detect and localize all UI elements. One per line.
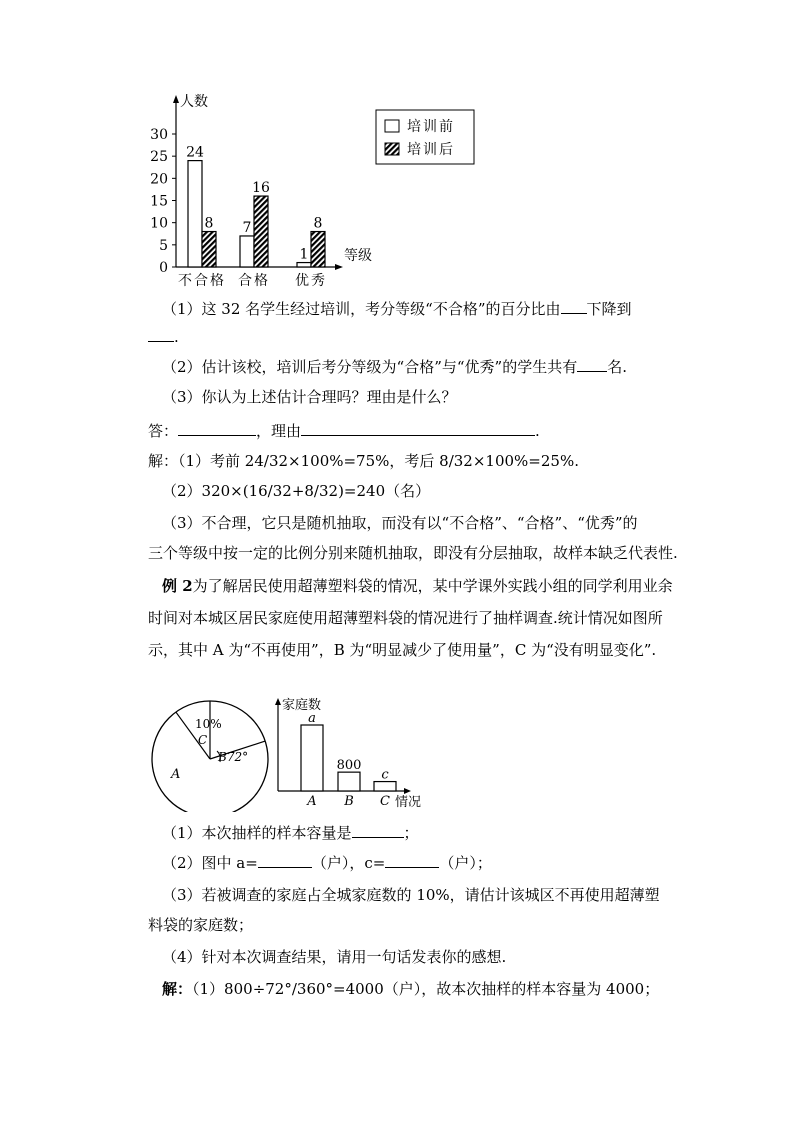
question-1-blank: . <box>148 326 179 348</box>
legend-swatch-before <box>385 120 399 132</box>
x-tick-label: C <box>380 794 390 809</box>
bar-value-label: 8 <box>313 215 323 232</box>
x-tick-label: B <box>344 794 354 809</box>
bar-value-label: 16 <box>252 180 270 197</box>
x-axis-arrow <box>335 264 343 270</box>
pie-c-percent: 10% <box>195 717 222 731</box>
y-tick-label: 5 <box>159 237 168 254</box>
household-bar-chart <box>275 697 421 810</box>
bar-value-label: 1 <box>299 246 309 263</box>
bar-value-label: 24 <box>186 144 204 161</box>
q2-question-4: （4）针对本次调查结果，请用一句话发表你的感想. <box>162 948 507 966</box>
legend-label-after: 培训后 <box>407 142 455 158</box>
pie-label-b: B72° <box>218 750 249 764</box>
bar <box>301 725 323 791</box>
bar-value-label: a <box>308 711 316 726</box>
q2-solution-1: 解：（1）800÷72°/360°=4000（户），故本次抽样的样本容量为 4000； <box>162 980 660 998</box>
q2-question-1: （1）本次抽样的样本容量是 ； <box>162 824 419 842</box>
example-2-text: 为了解居民使用超薄塑料袋的情况，某中学课外实践小组的同学利用业余时间对本城区居民家庭使用超薄塑料袋的情况进行了抽样调查.统计情况如图所示，其中 A 为“不再使用”，B 为“明显减少了使用量”，C 为“没有明显变化”. <box>148 577 673 659</box>
legend-label-before: 培训前 <box>407 119 455 135</box>
y-axis-arrow <box>275 698 281 705</box>
q2-question-3b: 料袋的家庭数； <box>148 916 254 934</box>
q2-question-3a: （3）若被调查的家庭占全城家庭数的 10%，请估计该城区不再使用超薄塑 <box>162 886 660 904</box>
y-tick-label: 0 <box>159 260 168 276</box>
x-axis-label: 情况 <box>395 795 422 810</box>
solution-2: （2）320×(16/32+8/32)=240（名） <box>162 482 431 500</box>
example-2-label: 例 2 <box>162 577 193 595</box>
y-tick-label: 30 <box>150 127 168 143</box>
pie-label-a: A <box>171 767 181 782</box>
solution-1: 解：（1）考前 24/32×100%=75%，考后 8/32×100%=25%. <box>148 452 579 470</box>
x-tick-label: 优秀 <box>295 273 327 289</box>
bar-value-label: 800 <box>336 758 362 774</box>
bar-value-label: 8 <box>204 215 214 232</box>
x-tick-label: 合格 <box>238 273 270 289</box>
bar <box>374 782 396 791</box>
bar <box>338 772 360 791</box>
legend-swatch-after <box>385 143 399 155</box>
y-tick-label: 15 <box>150 193 168 210</box>
answer-line: 答： ，理由 . <box>148 422 540 440</box>
solution-3a: （3）不合理，它只是随机抽取，而没有以“不合格”、“合格”、“优秀”的 <box>162 514 638 532</box>
bar <box>188 161 202 267</box>
y-tick-label: 20 <box>150 171 168 188</box>
plastic-bag-charts <box>140 696 440 812</box>
training-bar-chart <box>140 88 500 296</box>
pie-label-c: C <box>198 733 208 747</box>
x-tick-label: A <box>307 794 317 809</box>
bar <box>254 196 268 267</box>
y-tick-label: 10 <box>150 215 168 232</box>
chart1-plot <box>150 93 474 289</box>
bar-value-label: 7 <box>242 219 252 236</box>
bar-value-label: c <box>381 767 389 783</box>
y-tick-label: 25 <box>150 149 168 166</box>
question-3: （3）你认为上述估计合理吗？理由是什么？ <box>162 388 457 406</box>
x-axis-arrow <box>404 788 411 794</box>
q2-question-2: （2）图中 a= （户），c= （户）； <box>162 854 492 872</box>
bar <box>202 232 216 267</box>
x-tick-label: 不合格 <box>178 273 226 289</box>
y-axis-label: 家庭数 <box>282 698 322 713</box>
legend <box>376 110 474 164</box>
example-2 <box>148 570 676 666</box>
y-axis-label: 人数 <box>180 94 208 110</box>
question-1: （1）这 32 名学生经过培训，考分等级“不合格”的百分比由 下降到 <box>162 300 632 318</box>
x-axis-label: 等级 <box>344 248 372 264</box>
y-axis-arrow <box>173 95 179 103</box>
solution-3b: 三个等级中按一定的比例分别来随机抽取，即没有分层抽取，故样本缺乏代表性. <box>148 544 678 562</box>
pie-chart <box>152 701 268 812</box>
question-2: （2）估计该校，培训后考分等级为“合格”与“优秀”的学生共有 名. <box>162 358 628 376</box>
bar <box>297 263 311 267</box>
bar <box>311 232 325 267</box>
bar <box>240 236 254 267</box>
